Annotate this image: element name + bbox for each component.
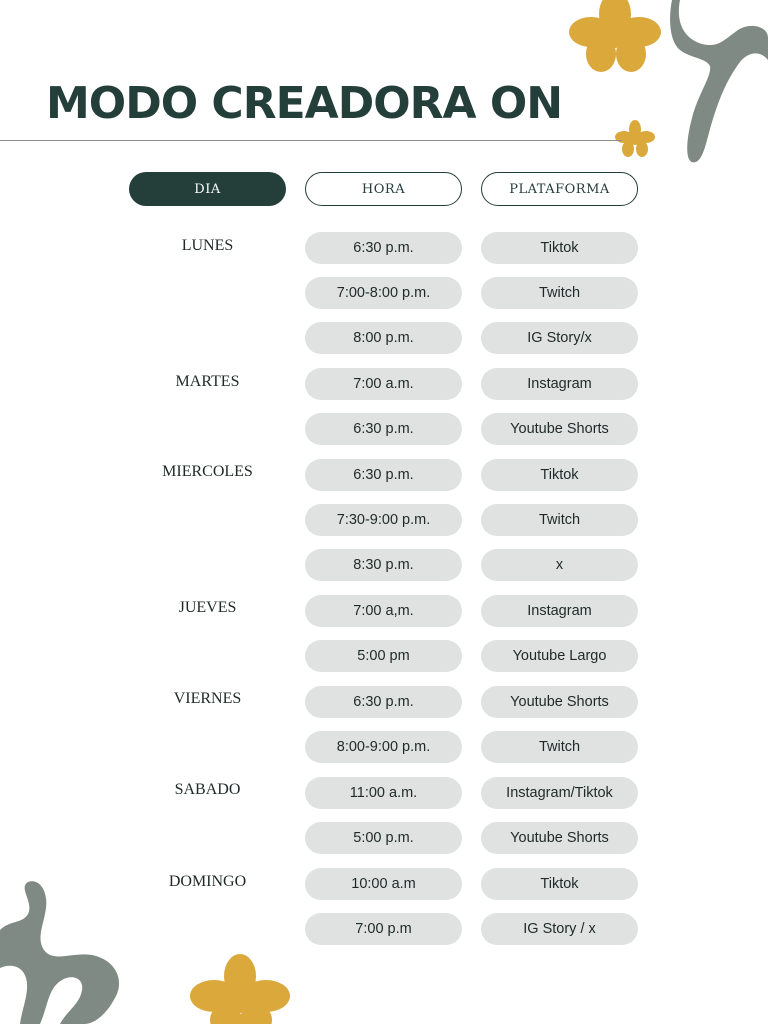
day-label-sabado: SABADO	[174, 781, 241, 798]
time-pill: 7:00 a.m.	[305, 368, 462, 400]
platform-pill: Youtube Shorts	[481, 686, 638, 718]
platform-pill: x	[481, 549, 638, 581]
time-pill: 8:30 p.m.	[305, 549, 462, 581]
platform-pill: Tiktok	[481, 868, 638, 900]
header-hora: HORA	[305, 172, 462, 206]
platform-pill: Instagram	[481, 595, 638, 627]
day-label-jueves: JUEVES	[178, 599, 237, 616]
day-label-domingo: DOMINGO	[168, 873, 247, 890]
platform-pill: Youtube Largo	[481, 640, 638, 672]
time-pill: 5:00 p.m.	[305, 822, 462, 854]
day-label-lunes: LUNES	[181, 237, 234, 254]
platform-pill: Twitch	[481, 731, 638, 763]
platform-pill: IG Story / x	[481, 913, 638, 945]
organic-blob-bottom-icon	[0, 880, 125, 1024]
platform-pill: Instagram/Tiktok	[481, 777, 638, 809]
time-pill: 11:00 a.m.	[305, 777, 462, 809]
platform-pill: Tiktok	[481, 459, 638, 491]
flower-bottom-icon	[186, 954, 290, 1024]
time-pill: 8:00-9:00 p.m.	[305, 731, 462, 763]
day-label-martes: MARTES	[175, 373, 240, 390]
time-pill: 7:00 p.m	[305, 913, 462, 945]
page-title: MODO CREADORA ON	[46, 78, 563, 129]
time-pill: 7:30-9:00 p.m.	[305, 504, 462, 536]
time-pill: 6:30 p.m.	[305, 686, 462, 718]
platform-pill: Twitch	[481, 277, 638, 309]
organic-blob-icon	[668, 0, 768, 170]
platform-pill: Instagram	[481, 368, 638, 400]
platform-pill: Twitch	[481, 504, 638, 536]
platform-pill: Tiktok	[481, 232, 638, 264]
time-pill: 7:00 a,m.	[305, 595, 462, 627]
flower-icon	[565, 0, 665, 72]
time-pill: 5:00 pm	[305, 640, 462, 672]
time-pill: 6:30 p.m.	[305, 413, 462, 445]
platform-pill: Youtube Shorts	[481, 413, 638, 445]
header-dia: DIA	[129, 172, 286, 206]
platform-pill: IG Story/x	[481, 322, 638, 354]
day-label-miercoles: MIERCOLES	[162, 463, 253, 480]
time-pill: 6:30 p.m.	[305, 459, 462, 491]
day-label-viernes: VIERNES	[173, 690, 242, 707]
time-pill: 10:00 a.m	[305, 868, 462, 900]
header-plataforma: PLATAFORMA	[481, 172, 638, 206]
time-pill: 7:00-8:00 p.m.	[305, 277, 462, 309]
time-pill: 8:00 p.m.	[305, 322, 462, 354]
time-pill: 6:30 p.m.	[305, 232, 462, 264]
platform-pill: Youtube Shorts	[481, 822, 638, 854]
title-divider	[0, 140, 622, 141]
